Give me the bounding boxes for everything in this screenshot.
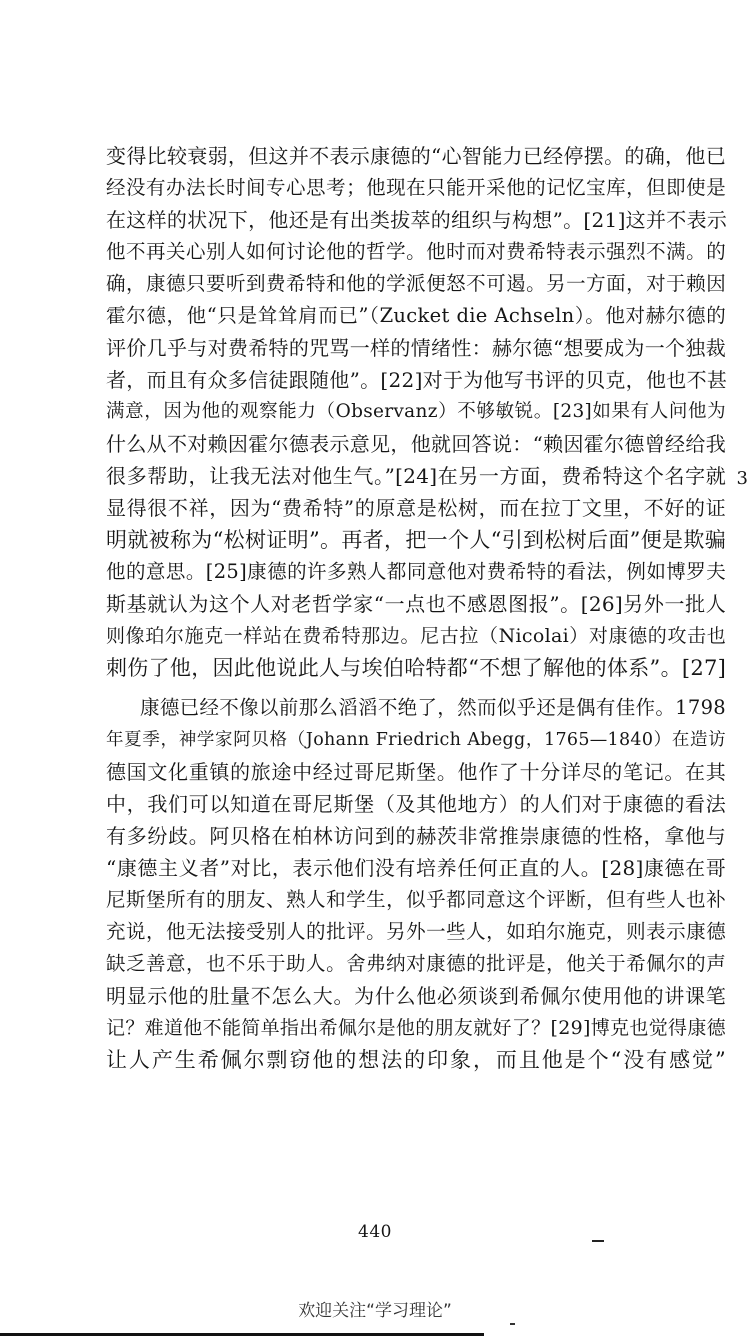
text-line: 记？难道他不能简单指出希佩尔是他的朋友就好了？[29]博克也觉得康德 [106, 1017, 726, 1039]
text-line: 康德已经不像以前那么滔滔不绝了，然而似乎还是偶有佳作。1798 [140, 696, 726, 719]
text-line: 缺乏善意，也不乐于助人。舍弗纳对康德的批评是，他关于希佩尔的声 [106, 952, 726, 975]
text-line: 德国文化重镇的旅途中经过哥尼斯堡。他作了十分详尽的笔记。在其 [106, 760, 726, 784]
text-line: 则像珀尔施克一样站在费希特那边。尼古拉（Nicolai）对康德的攻击也 [106, 625, 726, 647]
text-line: 确，康德只要听到费希特和他的学派便怒不可遏。另一方面，对于赖因 [106, 272, 726, 295]
text-line: 什么从不对赖因霍尔德表示意见，他就回答说：“赖因霍尔德曾经给我 [106, 432, 726, 456]
text-line: 斯基就认为这个人对老哲学家“一点也不感恩图报”。[26]另外一批人 [106, 592, 726, 616]
text-line: 尼斯堡所有的朋友、熟人和学生，似乎都同意这个评断，但有些人也补 [106, 888, 726, 911]
text-line: 明显示他的肚量不怎么大。为什么他必须谈到希佩尔使用他的讲课笔 [106, 984, 726, 1008]
text-line: 他不再关心别人如何讨论他的哲学。他时而对费希特表示强烈不满。的 [106, 240, 726, 263]
scan-edge-rule [0, 1333, 484, 1336]
text-line: 显得很不祥，因为“费希特”的原意是松树，而在拉丁文里，不好的证 [106, 496, 726, 520]
text-line: 很多帮助，让我无法对他生气。”[24]在另一方面，费希特这个名字就 [106, 464, 726, 488]
text-line: 充说，他无法接受别人的批评。另外一些人，如珀尔施克，则表示康德 [106, 920, 726, 943]
text-line: 中，我们可以知道在哥尼斯堡（及其他地方）的人们对于康德的看法 [106, 792, 726, 816]
text-line: 让人产生希佩尔剽窃他的想法的印象，而且他是个“没有感觉” [106, 1048, 726, 1072]
text-line: “康德主义者”对比，表示他们没有培养任何正直的人。[28]康德在哥 [106, 856, 726, 880]
text-line: 有多纷歧。阿贝格在柏林访问到的赫茨非常推崇康德的性格，拿他与 [106, 824, 726, 848]
scan-mark [510, 1323, 515, 1325]
text-line: 明就被称为“松树证明”。再者，把一个人“引到松树后面”便是欺骗 [106, 528, 726, 552]
text-line: 刺伤了他，因此他说此人与埃伯哈特都“不想了解他的体系”。[27] [106, 656, 727, 680]
text-line: 满意，因为他的观察能力（Observanz）不够敏锐。[23]如果有人问他为 [106, 401, 726, 422]
text-line: 在这样的状况下，他还是有出类拔萃的组织与构想”。[21]这并不表示 [106, 208, 728, 232]
page-number: 440 [358, 1222, 392, 1242]
text-line: 者，而且有众多信徒跟随他”。[22]对于为他写书评的贝克，他也不甚 [106, 368, 728, 392]
text-line: 年夏季，神学家阿贝格（Johann Friedrich Abegg，1765—1840）在造访 [106, 730, 726, 750]
text-line: 经没有办法长时间专心思考；他现在只能开采他的记忆宝库，但即使是 [106, 176, 726, 199]
text-line: 评价几乎与对费希特的咒骂一样的情绪性：赫尔德“想要成为一个独裁 [106, 336, 726, 360]
margin-mark: 3 [736, 468, 748, 489]
footer-note: 欢迎关注“学习理论” [298, 1301, 452, 1321]
text-line: 他的意思。[25]康德的许多熟人都同意他对费希特的看法，例如博罗夫 [106, 560, 726, 583]
text-line: 霍尔德，他“只是耸耸肩而已”（Zucket die Achseln）。他对赫尔德的 [106, 304, 726, 327]
scan-mark [592, 1240, 604, 1242]
text-line: 变得比较衰弱，但这并不表示康德的“心智能力已经停摆。的确，他已 [106, 144, 726, 168]
